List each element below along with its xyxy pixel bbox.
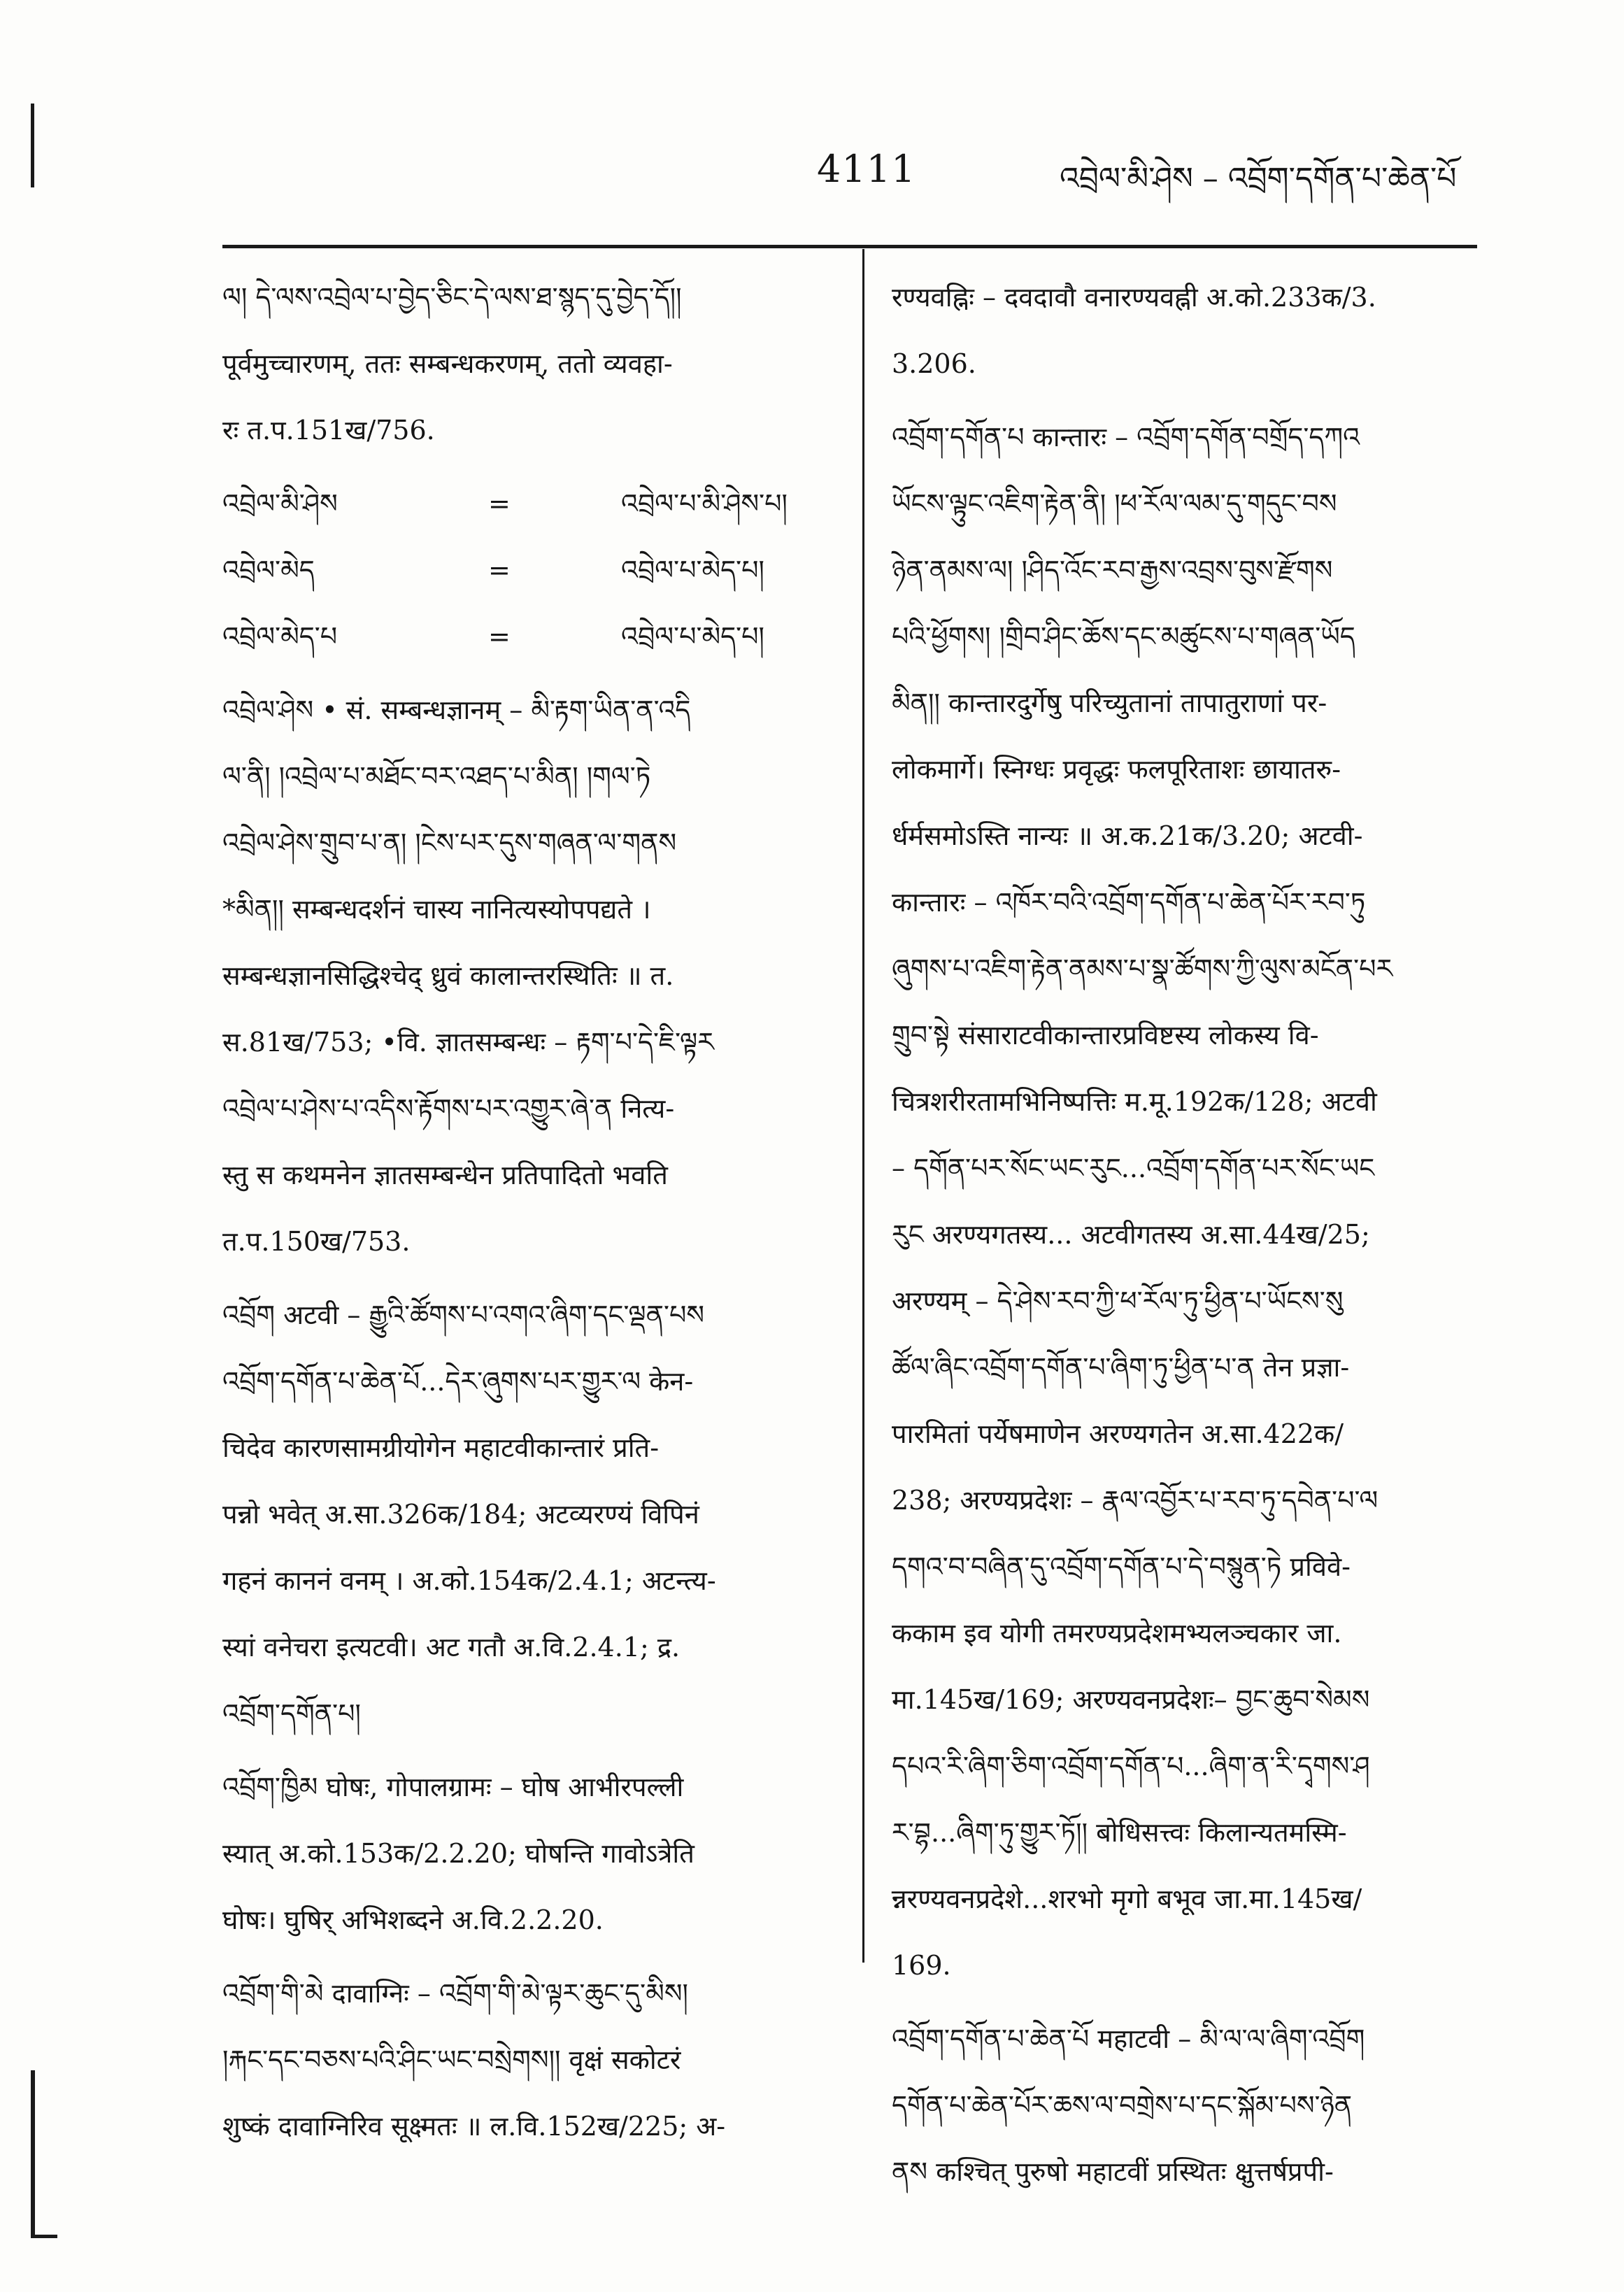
- text-line: गहनं काननं वनम् । अ.को.154क/2.4.1; अटन्त्य-: [222, 1565, 716, 1596]
- text-line: चित्रशरीरतामभिनिष्पत्तिः म.मू.192क/128; अटवी: [892, 1086, 1377, 1117]
- text-line: न्नरण्यवनप्रदेशे...शरभो मृगो बभूव जा.मा.145ख/: [892, 1884, 1362, 1914]
- left-column: [222, 264, 829, 2167]
- text-line: པའི་ཕྱོགས། །གྲིབ་ཤིང་ཆོས་དང་མཚུངས་པ་གཞན་ཡོད: [892, 621, 1355, 652]
- text-line: །རྐང་དང་བཅས་པའི་ཤིང་ཡང་བསྲེགས།། वृक्षं सकोटरं: [222, 2044, 681, 2075]
- text-line: रः त.प.151ख/756.: [222, 415, 435, 446]
- equivalence-headword: འབྲེལ་མི་ཤེས: [222, 488, 338, 519]
- equivalence-target: འབྲེལ་པ་མེད་པ།: [621, 555, 764, 585]
- text-line: འབྲོག་དགོན་པ कान्तारः – འབྲོག་དགོན་བགྲོད་དཀའ: [892, 422, 1360, 453]
- text-line: དགོན་པ་ཆེན་པོར་ཆས་ལ་བགྲེས་པ་དང་སྐོམ་པས་ཉེན: [892, 2090, 1353, 2121]
- text-line: མིན།། कान्तारदुर्गेषु परिच्युतानां तापातुराणां पर-: [892, 688, 1327, 718]
- text-line: शुष्कं दावाग्निरिव सूक्ष्मतः ॥ ल.वि.152ख/225; अ-: [222, 2111, 726, 2142]
- text-line: पन्नो भवेत् अ.सा.326क/184; अटव्यरण्यं विपिनं: [222, 1499, 699, 1530]
- text-line: འབྲོག་དགོན་པ།: [222, 1698, 361, 1729]
- text-line: 238; अरण्यप्रदेशः – རྣལ་འབྱོར་པ་རབ་ཏུ་དབེན་པ་ལ: [892, 1485, 1379, 1516]
- running-head: འབྲེལ་མི་ཤེས – འབྲོག་དགོན་པ་ཆེན་པོ: [1060, 161, 1457, 197]
- text-line: འབྲོག་དགོན་པ་ཆེན་པོ...དེར་ཞུགས་པར་གྱུར་ལ केन-: [222, 1366, 694, 1397]
- equivalence-headword: འབྲེལ་མེད་པ: [222, 621, 338, 652]
- text-line: र्धर्मसमोऽस्ति नान्यः ॥ अ.क.21क/3.20; अटवी-: [892, 820, 1363, 851]
- text-line: དགའ་བ་བཞིན་དུ་འབྲོག་དགོན་པ་དེ་བསྙུན་ཏེ प्रविवे-: [892, 1551, 1351, 1582]
- text-line: 3.206.: [892, 348, 976, 379]
- text-line: स्यां वनेचरा इत्यटवी। अट गतौ अ.वि.2.4.1; द्र.: [222, 1632, 681, 1663]
- text-line: ལ། དེ་ལས་འབྲེལ་པ་བྱེད་ཅིང་དེ་ལས་ཐ་སྙད་དུ་བྱེད་དོ།།: [222, 282, 682, 313]
- text-line: འབྲེལ་ཤེས • सं. सम्बन्धज्ञानम् – མི་རྟག་ཡིན་ན་འདི: [222, 695, 691, 725]
- text-line: འབྲེལ་པ་ཤེས་པ་འདིས་རྟོགས་པར་འགྱུར་ཞེ་ན नित्य-: [222, 1093, 675, 1124]
- header-rule: [222, 245, 1477, 248]
- entry-atavi: [222, 1282, 829, 1747]
- text-line: लोकमार्गे। स्निग्धः प्रवृद्धः फलपूरिताशः छायातरु-: [892, 754, 1341, 785]
- text-line: ར་བྷ...ཞིག་ཏུ་གྱུར་ཏོ།། बोधिसत्त्वः किलान्यतमस्मि-: [892, 1817, 1347, 1848]
- text-line: घोषः। घुषिर् अभिशब्दने अ.वि.2.2.20.: [222, 1905, 604, 1935]
- text-line: कान्तारः – འཁོར་བའི་འབྲོག་དགོན་པ་ཆེན་པོར་རབ་ཏུ: [892, 887, 1366, 918]
- text-line: स्यात् अ.को.153क/2.2.20; घोषन्ति गावोऽत्रेति: [222, 1838, 695, 1869]
- scan-edge-mark-lower: [31, 2070, 35, 2238]
- text-line: ཚོལ་ཞིང་འབྲོག་དགོན་པ་ཞིག་ཏུ་ཕྱིན་པ་ན तेन प्रज्ञा-: [892, 1352, 1350, 1383]
- text-line: *མིན།། सम्बन्धदर्शनं चास्य नानित्यस्योपपद्यते ।: [222, 894, 651, 925]
- text-line: रण्यवह्निः – दवदावौ वनारण्यवह्नी अ.को.233क/3.: [892, 282, 1376, 313]
- text-line: གྲུབ་སྟེ संसाराटवीकान्तारप्रविष्टस्य लोकस्य वि-: [892, 1020, 1319, 1051]
- text-line: འབྲོག अटवी – རྒྱུའི་ཚོགས་པ་འགའ་ཞིག་དང་ལྡན་པས: [222, 1300, 704, 1330]
- text-line: त.प.150ख/753.: [222, 1226, 411, 1257]
- entry-davagni: [222, 1960, 829, 2160]
- equivalence-target: འབྲེལ་པ་མེད་པ།: [621, 621, 764, 652]
- equals-sign: =: [488, 488, 511, 519]
- text-line: अरण्यम् – དེ་ཤེས་རབ་ཀྱི་ཕ་རོལ་ཏུ་ཕྱིན་པ་ཡོངས་སུ: [892, 1286, 1344, 1316]
- text-line: ཡོངས་ལྟུང་འཇིག་རྟེན་ནི། །ཕ་རོལ་ལམ་དུ་གདུང་བས: [892, 488, 1337, 519]
- equals-sign: =: [488, 621, 511, 652]
- text-line: འབྲོག་དགོན་པ་ཆེན་པོ महाटवी – མི་ལ་ལ་ཞིག་འབྲོག: [892, 2023, 1365, 2054]
- entry-continuation-right: [892, 264, 1478, 397]
- text-line: पूर्वमुच्चारणम्, ततः सम्बन्धकरणम्, ततो व्यवहा-: [222, 348, 673, 379]
- equivalence-row: [222, 471, 829, 537]
- text-line: ལ་ནི། །འབྲེལ་པ་མཐོང་བར་འཐད་པ་མིན། །གལ་ཏེ: [222, 761, 651, 792]
- text-line: འབྲེལ་ཤེས་གྲུབ་པ་ན། །ངེས་པར་དུས་གཞན་ལ་གནས: [222, 827, 677, 858]
- text-line: དཔའ་རི་ཞིག་ཅིག་འབྲོག་དགོན་པ...ཞིག་ན་རི་དྭགས་ཤ: [892, 1751, 1370, 1781]
- text-line: 169.: [892, 1950, 951, 1981]
- text-line: स.81ख/753; •वि. ज्ञातसम्बन्धः – རྟག་པ་དེ་ཇི་ལྟར: [222, 1027, 714, 1058]
- entry-continuation-left: [222, 264, 829, 464]
- text-line: འབྲོག་གི་མེ दावाग्निः – འབྲོག་གི་མེ་ལྟར་ཆུང་དུ་མིས།: [222, 1978, 688, 2009]
- right-column: [892, 264, 1478, 2212]
- text-line: ནས कश्चित् पुरुषो महाटवीं प्रस्थितः क्षुत्तर्षप्रपी-: [892, 2156, 1334, 2187]
- entry-mahatavi: [892, 2006, 1478, 2205]
- scan-corner-mark: [34, 2235, 57, 2238]
- text-line: ཉེན་ནམས་ལ། །ཤིད་འོང་རབ་རྒྱས་འབྲས་བུས་རྫོགས: [892, 555, 1333, 585]
- text-line: ཞུགས་པ་འཇིག་རྟེན་ནམས་པ་སྣ་ཚོགས་ཀྱི་ལུས་མངོན་པར: [892, 953, 1393, 984]
- text-line: ककाम इव योगी तमरण्यप्रदेशमभ्यलञ्चकार जा.: [892, 1618, 1342, 1649]
- equivalence-target: འབྲེལ་པ་མི་ཤེས་པ།: [621, 488, 788, 519]
- entry-sambandha-jnana: [222, 677, 829, 1275]
- entry-kantara: [892, 404, 1478, 1999]
- column-divider: [862, 249, 864, 1963]
- text-line: འབྲོག་ཁྱིམ घोषः, गोपालग्रामः – घोष आभीरपल्ली: [222, 1772, 684, 1802]
- entry-ghosha: [222, 1754, 829, 1953]
- page-number: 4111: [817, 147, 916, 191]
- equivalence-headword: འབྲེལ་མེད: [222, 555, 315, 585]
- text-line: स्तु स कथमनेन ज्ञातसम्बन्धेन प्रतिपादितो भवति: [222, 1160, 668, 1190]
- text-line: पारमितां पर्येषमाणेन अरण्यगतेन अ.सा.422क/: [892, 1418, 1344, 1449]
- equals-sign: =: [488, 555, 511, 585]
- text-line: मा.145ख/169; अरण्यवनप्रदेशः– བྱང་ཆུབ་སེམས: [892, 1684, 1370, 1715]
- scan-edge-mark-upper: [31, 104, 34, 187]
- text-line: – དགོན་པར་སོང་ཡང་རུང...འབྲོག་དགོན་པར་སོང་ཡང: [892, 1153, 1375, 1183]
- text-line: सम्बन्धज्ञानसिद्धिश्चेद् ध्रुवं कालान्तरस्थितिः ॥ त.: [222, 960, 674, 991]
- equivalence-row: [222, 537, 829, 604]
- text-line: རུང अरण्यगतस्य... अटवीगतस्य अ.सा.44ख/25;: [892, 1219, 1370, 1250]
- text-line: चिदेव कारणसामग्रीयोगेन महाटवीकान्तारं प्रति-: [222, 1432, 660, 1463]
- equivalence-row: [222, 604, 829, 670]
